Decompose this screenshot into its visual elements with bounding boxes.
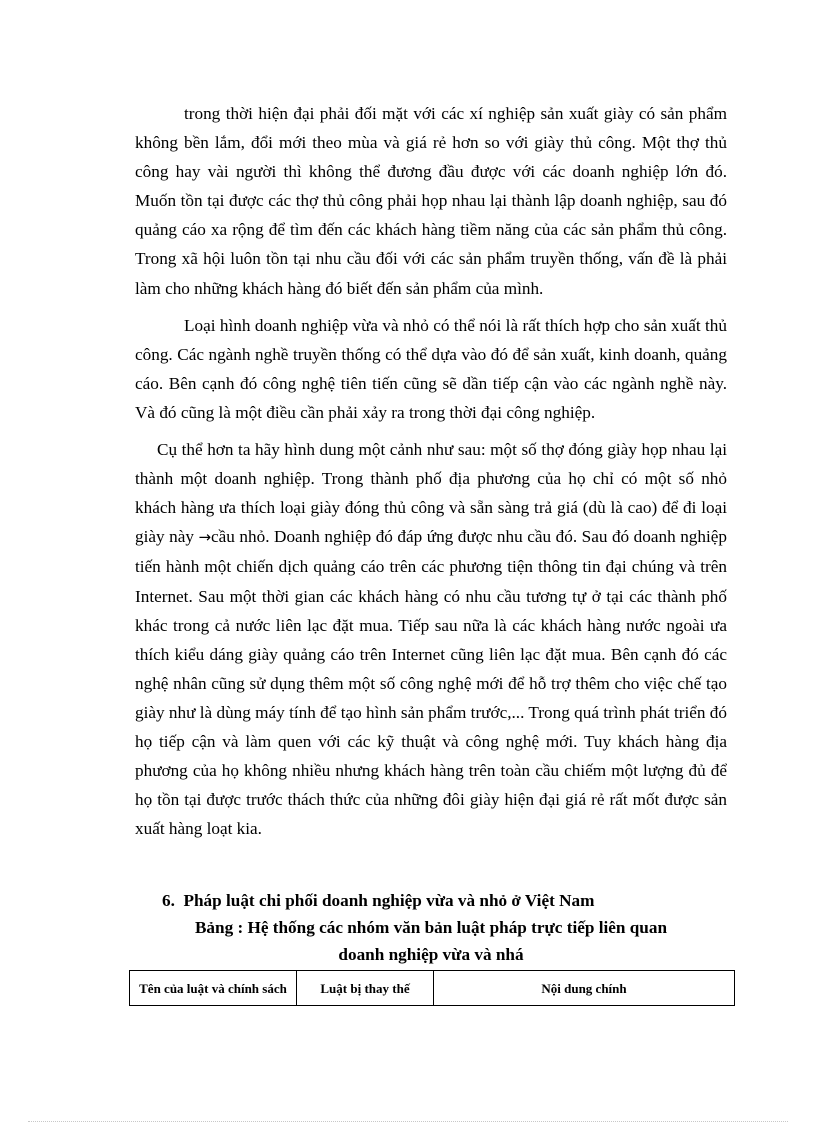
right-arrow-icon: → — [198, 528, 212, 547]
body-text — [135, 99, 727, 851]
section-title: Pháp luật chi phối doanh nghiệp vừa và nhỏ ở Việt Nam — [183, 891, 595, 910]
section-heading — [162, 889, 594, 913]
table-caption-line-1: Bảng : Hệ thống các nhóm văn bản luật pháp trực tiếp liên quan — [194, 918, 668, 937]
paragraph-2: Loại hình doanh nghiệp vừa và nhỏ có thể nói là rất thích hợp cho sản xuất thủ công. Các ngành nghề truyền thống có thể dựa vào đó để sản xuất, kinh doanh, quảng cáo. Bên cạnh đó công nghệ tiên tiến cũng sẽ dần tiếp cận vào các ngành nghề này. Và đó cũng là một điều cần phải xảy ra trong thời đại công nghiệp. — [135, 315, 727, 422]
table-caption — [135, 914, 727, 968]
paragraph-1: trong thời hiện đại phải đối mặt với các xí nghiệp sản xuất giày có sản phẩm không bền lắm, đổi mới theo mùa và giá rẻ hơn so với giày thủ công. Một thợ thủ công hay vài người thì không thể đương đầu được với các doanh nghiệp lớn đó. Muốn tồn tại được các thợ thủ công phải họp nhau lại thành lập doanh nghiệp, sau đó quảng cáo xa rộng để tìm đến các khách hàng tiềm năng của các sản phẩm thủ công. Trong xã hội luôn tồn tại nhu cầu đối với các sản phẩm truyền thống, vấn đề là phải làm cho những khách hàng đó biết đến sản phẩm của mình. — [135, 104, 727, 298]
section-number: 6. — [162, 891, 175, 910]
law-table — [129, 970, 735, 1006]
paragraph-3 — [135, 435, 727, 843]
header-law-name: Tên của luật và chính sách — [130, 971, 297, 1006]
page-bottom-divider — [28, 1121, 788, 1122]
paragraph-3-text-start: Cụ thể hơn ta hãy hình dung một cảnh như sau: một số thợ đóng giày họp nhau lại thành một doanh nghiệp. Trong thành phố địa phương của họ chỉ có một số nhỏ khách hàng ưa thích loại giày đóng thủ công và sẵn sàng trả giá (dù là cao) để đi loại giày này — [135, 440, 727, 547]
table-header-row — [130, 971, 735, 1006]
table-caption-line-2: doanh nghiệp vừa và nhá — [338, 945, 524, 964]
header-main-content: Nội dung chính — [434, 971, 735, 1006]
paragraph-3-text-end: cầu nhỏ. Doanh nghiệp đó đáp ứng được nhu cầu đó. Sau đó doanh nghiệp tiến hành một chiến dịch quảng cáo trên các phương tiện thông tin đại chúng và trên Internet. Sau một thời gian các khách hàng có nhu cầu tương tự ở tại các thành phố khác trong cả nước liên lạc đặt mua. Tiếp sau nữa là các khách hàng nước ngoài ưa thích kiểu dáng giày quảng cáo trên Internet cũng liên lạc đặt mua. Bên cạnh đó các nghệ nhân cũng sử dụng thêm một số công nghệ mới để hỗ trợ thêm cho việc chế tạo giày như là dùng máy tính để tạo hình sản phẩm trước,... Trong quá trình phát triển đó họ tiếp cận và làm quen với các kỹ thuật và công nghệ mới. Tuy khách hàng địa phương của họ không nhiều nhưng khách hàng trên toàn cầu chiếm một lượng đủ để họ tồn tại được trước thách thức của những đôi giày hiện đại giá rẻ rất mốt được sản xuất hàng loạt kia. — [135, 527, 727, 839]
header-replaced-law: Luật bị thay thế — [297, 971, 434, 1006]
